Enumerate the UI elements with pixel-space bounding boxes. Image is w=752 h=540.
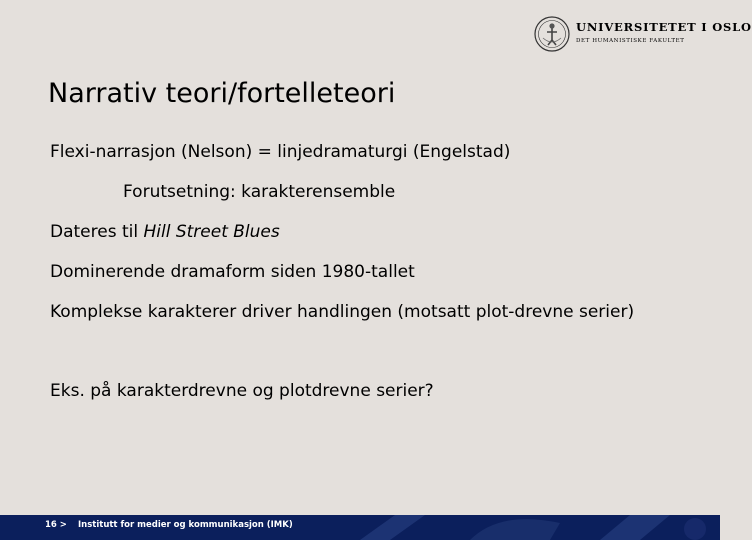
page-number: 16 > — [45, 520, 67, 530]
sub-bullet-forutsetning: Forutsetning: karakterensemble — [123, 182, 396, 202]
question-eks: Eks. på karakterdrevne og plotdrevne serier? — [50, 381, 434, 401]
footer-bar — [0, 515, 720, 540]
footer-decoration — [300, 515, 720, 540]
bullet-komplekse: Komplekse karakterer driver handlingen (motsatt plot-drevne serier) — [50, 302, 635, 322]
university-logo — [534, 16, 752, 56]
bullet-dominerende: Dominerende dramaform siden 1980-tallet — [50, 262, 415, 282]
institute-name: Institutt for medier og kommunikasjon (IMK) — [78, 520, 293, 530]
slide-title: Narrativ teori/fortelleteori — [48, 78, 396, 109]
bullet-dateres-text: Dateres til — [50, 222, 144, 242]
university-seal-icon — [534, 16, 570, 52]
faculty-name: DET HUMANISTISKE FAKULTET — [576, 38, 685, 44]
series-title-hill-street-blues: Hill Street Blues — [143, 222, 280, 242]
bullet-dateres — [50, 222, 280, 242]
university-name: UNIVERSITETET I OSLO — [576, 20, 752, 34]
bullet-flexi-narrasjon: Flexi-narrasjon (Nelson) = linjedramaturgi (Engelstad) — [50, 142, 511, 162]
